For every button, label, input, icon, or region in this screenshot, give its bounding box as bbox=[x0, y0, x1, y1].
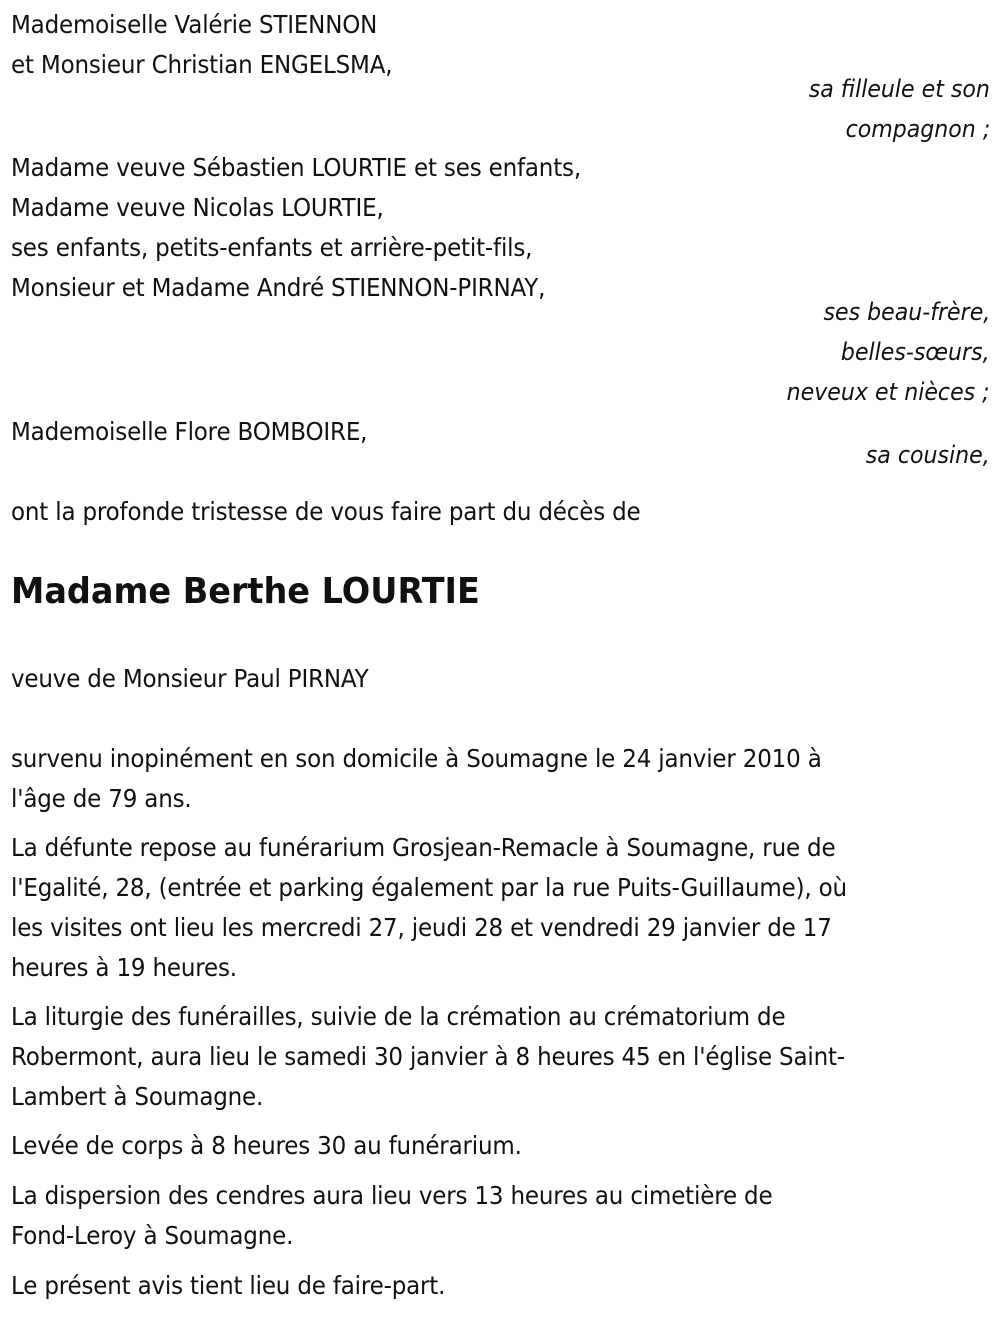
family-line: Madame veuve Nicolas LOURTIE, bbox=[11, 193, 384, 222]
deceased-spouse: veuve de Monsieur Paul PIRNAY bbox=[11, 664, 369, 693]
family-line: ses enfants, petits-enfants et arrière-petit-fils, bbox=[11, 233, 533, 262]
paragraph-line: heures à 19 heures. bbox=[11, 953, 237, 982]
paragraph-line: l'âge de 79 ans. bbox=[11, 784, 192, 813]
paragraph-line: La liturgie des funérailles, suivie de la crémation au crématorium de bbox=[11, 1002, 786, 1031]
paragraph-line: Robermont, aura lieu le samedi 30 janvier à 8 heures 45 en l'église Saint- bbox=[11, 1042, 845, 1071]
family-line: et Monsieur Christian ENGELSMA, bbox=[11, 50, 393, 79]
relation-line: ses beau-frère, bbox=[823, 298, 990, 326]
paragraph-line: les visites ont lieu les mercredi 27, jeudi 28 et vendredi 29 janvier de 17 bbox=[11, 913, 832, 942]
paragraph-line: La défunte repose au funérarium Grosjean-Remacle à Soumagne, rue de bbox=[11, 833, 836, 862]
paragraph-line: Fond-Leroy à Soumagne. bbox=[11, 1221, 294, 1250]
family-line: Monsieur et Madame André STIENNON-PIRNAY, bbox=[11, 273, 546, 302]
relation-line: belles-sœurs, bbox=[841, 338, 990, 366]
relation-line: sa filleule et son bbox=[808, 75, 990, 103]
paragraph-line: Le présent avis tient lieu de faire-part. bbox=[11, 1271, 446, 1300]
family-line: Mademoiselle Valérie STIENNON bbox=[11, 10, 378, 39]
relation-line: compagnon ; bbox=[845, 115, 990, 143]
paragraph-line: survenu inopinément en son domicile à Soumagne le 24 janvier 2010 à bbox=[11, 744, 822, 773]
paragraph-line: Lambert à Soumagne. bbox=[11, 1082, 264, 1111]
paragraph-line: Levée de corps à 8 heures 30 au funérarium. bbox=[11, 1131, 522, 1160]
deceased-name: Madame Berthe LOURTIE bbox=[11, 571, 480, 612]
relation-line: neveux et nièces ; bbox=[787, 378, 990, 406]
announcement-text: ont la profonde tristesse de vous faire part du décès de bbox=[11, 497, 641, 526]
family-line: Madame veuve Sébastien LOURTIE et ses enfants, bbox=[11, 153, 581, 182]
paragraph-line: La dispersion des cendres aura lieu vers 13 heures au cimetière de bbox=[11, 1181, 773, 1210]
family-line: Mademoiselle Flore BOMBOIRE, bbox=[11, 417, 368, 446]
paragraph-line: l'Egalité, 28, (entrée et parking également par la rue Puits-Guillaume), où bbox=[11, 873, 847, 902]
relation-line: sa cousine, bbox=[866, 441, 990, 469]
